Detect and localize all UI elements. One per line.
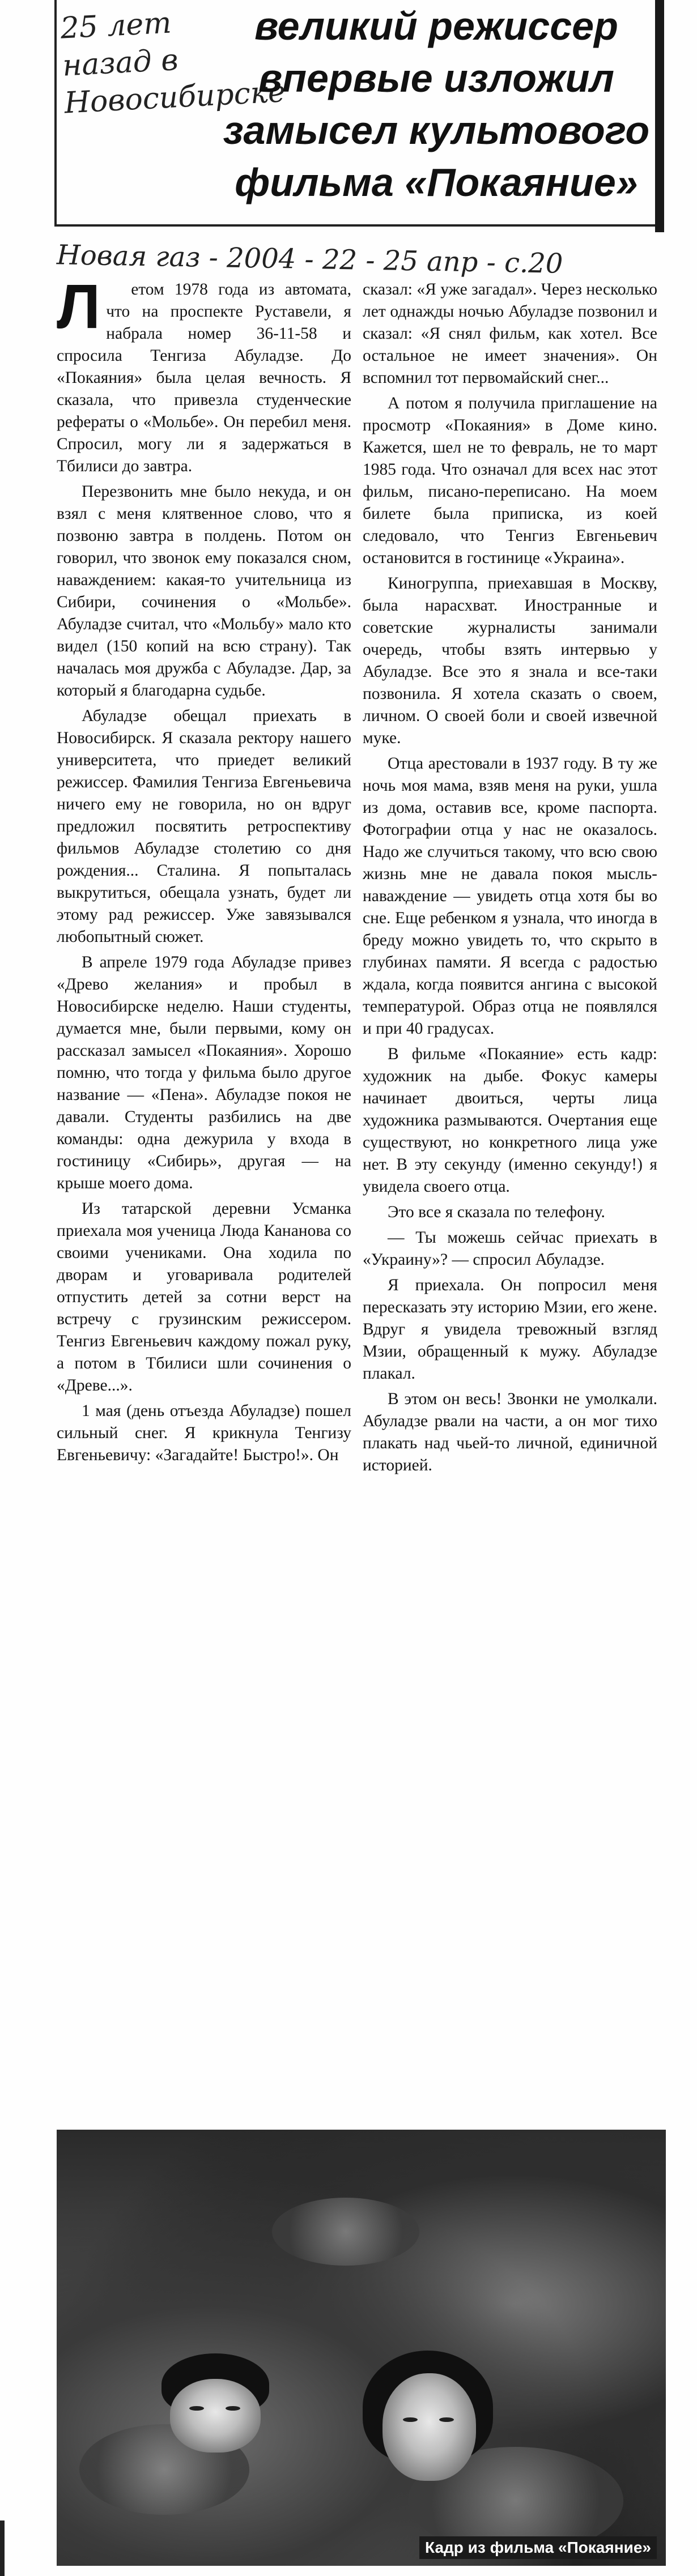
paragraph: Отца арестовали в 1937 году. В ту же ночь моя мама, взяв меня на руки, ушла из дома, оставив все, кроме паспорта. Фотографии отца у нас не оказалось. Надо же случиться такому, что всю свою жизнь мне не давала покоя мысль-наваждение — увидеть отца хотя бы во сне. Еще ребенком я узнала, что иногда в бреду можно увидеть то, что скрыто в глубинах памяти. Я всегда с радостью ждала, когда появится ангина с высокой температурой. Образ отца не появлялся и при 40 градусах. [363, 754, 657, 1038]
paragraph [57, 272, 351, 477]
article-column-right [363, 279, 657, 1480]
paragraph: В фильме «Покаяние» есть кадр: художник на дыбе. Фокус камеры начинает двоиться, черты лица художника размываются. Очертания еще существуют, но конкретного лица уже нет. В эту секунду (именно секунду!) я увидела своего отца. [363, 1045, 657, 1196]
headline-frame-shadow [655, 0, 664, 232]
handwritten-note-top: 25 лет назад в Новосибирске [60, 6, 287, 121]
paragraph: Киногруппа, приехавшая в Москву, была нарасхват. Иностранные и советские журналисты занимали очередь, чтобы взять интервью у Абуладзе. Все это я знала и все-таки позвонила. Я хотела сказать о своем, личном. О своей боли и своей извечной муке. [363, 574, 657, 747]
eye [439, 2417, 454, 2422]
film-still-photo [57, 2130, 666, 2566]
paragraph: — Ты можешь сейчас приехать в «Украину»? — спросил Абуладзе. [363, 1229, 657, 1269]
headline: великий режиссер впервые изложил замысел культового фильма «Покаяние» [223, 4, 650, 204]
paragraph: Из татарской деревни Усманка приехала моя ученица Люда Кананова со своими учениками. Она ходила по дворам и уговаривала родителей отпустить детей за сотни верст на встречу с грузинским режиссером. Тенгиз Евгеньевич каждому пожал руку, а потом в Тбилиси шли сочинения о «Древе...». [57, 1200, 351, 1394]
paragraph: В этом он весь! Звонки не умолкали. Абуладзе рвали на части, а он мог тихо плакать над чьей-то личной, единичной историей. [363, 1390, 657, 1474]
eye [189, 2406, 204, 2411]
margin-rule [0, 2520, 5, 2576]
paragraph: Это все я сказала по телефону. [388, 1203, 605, 1221]
paragraph: В апреле 1979 года Абуладзе привез «Древо желания» и пробыл в Новосибирске неделю. Наши студенты, думается мне, были первыми, кому он рассказал замысел «Покаяния». Хорошо помню, что тогда у фильма было другое название — «Пена». Абуладзе покоя не давали. Студенты разбились на две команды: одна дежурила у входа в гостиницу «Сибирь», другая — на крыше моего дома. [57, 953, 351, 1192]
paragraph: А потом я получила приглашение на просмотр «Покаяния» в Доме кино. Кажется, шел не то февраль, не то март 1985 года. Что означал для всех нас этот фильм, писано-переписано. На моем билете была приписка, из коей следовало, что Тенгиз Евгеньевич остановится в гостинице «Украина». [363, 394, 657, 567]
eye [226, 2406, 240, 2411]
soil-clump [272, 2198, 419, 2266]
paragraph: Я приехала. Он попросил меня пересказать эту историю Мзии, его жене. Вдруг я увидела тревожный взгляд Мзии, обращенный к мужу. Абуладзе плакал. [363, 1276, 657, 1383]
drop-cap: Л [57, 272, 101, 342]
article-column-left [57, 272, 351, 1470]
paragraph-text: етом 1978 года из автомата, что на проспекте Руставели, я набрала номер 36-11-58 и спросила Тенгиза Абуладзе. До «Покаяния» была целая вечность. Я сказала, что привезла студенческие рефераты о «Мольбе». Он перебил меня. Спросил, могу ли я задержаться в Тбилиси до завтра. [57, 280, 351, 475]
photo-caption: Кадр из фильма «Покаяние» [419, 2536, 657, 2559]
handwritten-source-date: Новая газ - 2004 - 22 - 25 апр - с.20 [56, 239, 563, 280]
paragraph: сказал: «Я уже загадал». Через несколько лет однажды ночью Абуладзе позвонил и сказал: «Я снял фильм, как хотел. Все остальное не имеет значения». Он вспомнил тот первомайский снег... [363, 280, 657, 387]
face-right [382, 2373, 476, 2481]
paragraph: 1 мая (день отъезда Абуладзе) пошел сильный снег. Я крикнула Тенгизу Евгеньевичу: «Загадайте! Быстро!». Он [57, 1402, 351, 1464]
face-left [170, 2379, 261, 2453]
paragraph: Абуладзе обещал приехать в Новосибирск. Я сказала ректору нашего университета, что приедет великий режиссер. Фамилия Тенгиза Евгеньевича ничего ему не говорила, но он вдруг предложил посвятить ретроспективу фильмов Абуладзе столетию со дня рождения... Сталина. Я попыталась выкрутиться, обещала узнать, будет ли этому рад режиссер. Уже завязывался любопытный сюжет. [57, 707, 351, 946]
paragraph: Перезвонить мне было некуда, и он взял с меня клятвенное слово, что я позвоню завтра в полдень. Потом он говорил, что звонок ему показался сном, наваждением: какая-то учительница из Сибири, сочинения о «Мольбе». Абуладзе считал, что «Мольбу» мало кто видел (150 копий на всю страну). Так началась моя дружба с Абуладзе. Дар, за который я благодарна судьбе. [57, 483, 351, 700]
eye [403, 2417, 418, 2422]
